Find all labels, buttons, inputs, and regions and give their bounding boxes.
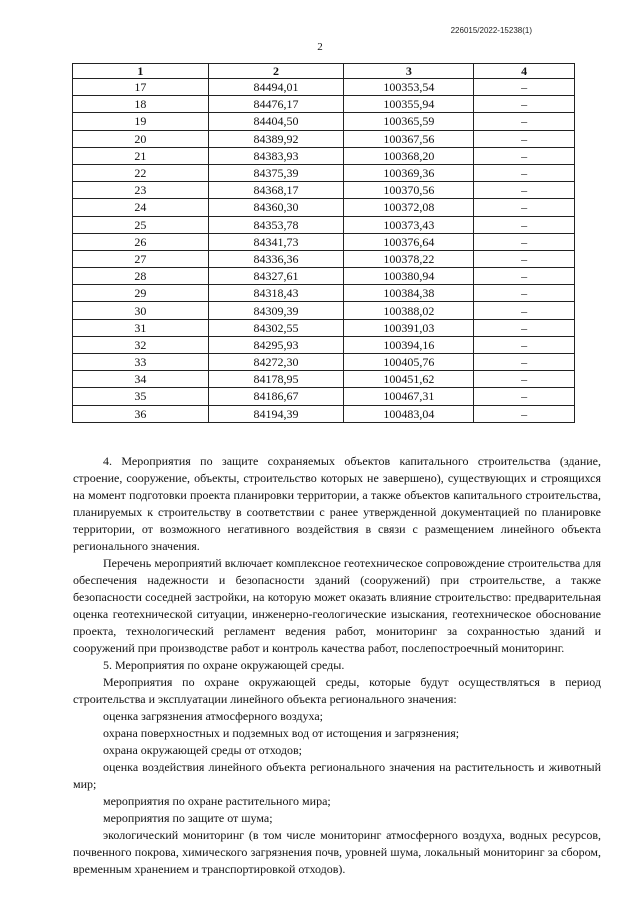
table-cell: 84383,93 bbox=[208, 147, 344, 164]
page-number: 2 bbox=[317, 41, 323, 53]
table-cell: 100394,16 bbox=[344, 336, 474, 353]
table-cell: – bbox=[474, 113, 575, 130]
paragraph-5-heading: 5. Мероприятия по охране окружающей среды. bbox=[103, 658, 345, 672]
table-cell: – bbox=[474, 182, 575, 199]
table-cell: 84194,39 bbox=[208, 405, 344, 422]
table-cell: – bbox=[474, 336, 575, 353]
table-cell: 22 bbox=[73, 164, 209, 181]
table-cell: 84272,30 bbox=[208, 354, 344, 371]
table-cell: 84336,36 bbox=[208, 250, 344, 267]
table-cell: 23 bbox=[73, 182, 209, 199]
paragraph-4-list: Перечень мероприятий включает комплексное геотехническое сопровождение строительства для обеспечения надежности и безопасности зданий (сооружений) при строительстве, а также безопасности соседней застройки, на которую может оказать влияние строительство: предварительная оценка геотехнической ситуации, инженерно-геологические изыскания, геотехническое обоснование проекта, технологический регламент ведения работ, мониторинг за сохранностью зданий и сооружений при производстве работ и контроль качества работ, послепостроечный мониторинг. bbox=[73, 556, 601, 655]
table-cell: 100378,22 bbox=[344, 250, 474, 267]
table-cell: 84360,30 bbox=[208, 199, 344, 216]
table-cell: 35 bbox=[73, 388, 209, 405]
table-cell: 84178,95 bbox=[208, 371, 344, 388]
table-row bbox=[73, 147, 575, 164]
table-cell: 21 bbox=[73, 147, 209, 164]
document-id: 226015/2022-15238(1) bbox=[450, 26, 532, 35]
table-cell: 100370,56 bbox=[344, 182, 474, 199]
table-row bbox=[73, 388, 575, 405]
table-row bbox=[73, 336, 575, 353]
table-cell: 100451,62 bbox=[344, 371, 474, 388]
table-cell: 100376,64 bbox=[344, 233, 474, 250]
table-cell: 100380,94 bbox=[344, 268, 474, 285]
table-cell: 84404,50 bbox=[208, 113, 344, 130]
table-row bbox=[73, 285, 575, 302]
table-cell: 100388,02 bbox=[344, 302, 474, 319]
list-item: мероприятия по охране растительного мира; bbox=[103, 794, 331, 808]
table-row bbox=[73, 199, 575, 216]
list-item: охрана окружающей среды от отходов; bbox=[103, 743, 302, 757]
table-cell: – bbox=[474, 268, 575, 285]
table-row bbox=[73, 233, 575, 250]
table-cell: – bbox=[474, 371, 575, 388]
table-cell: – bbox=[474, 233, 575, 250]
list-item: оценка загрязнения атмосферного воздуха; bbox=[103, 709, 323, 723]
table-cell: 25 bbox=[73, 216, 209, 233]
table-cell: 19 bbox=[73, 113, 209, 130]
table-cell: 31 bbox=[73, 319, 209, 336]
table-cell: – bbox=[474, 147, 575, 164]
table-row bbox=[73, 319, 575, 336]
table-cell: – bbox=[474, 388, 575, 405]
table-row bbox=[73, 182, 575, 199]
table-cell: 34 bbox=[73, 371, 209, 388]
column-header: 1 bbox=[73, 64, 209, 79]
table-cell: – bbox=[474, 96, 575, 113]
table-cell: – bbox=[474, 250, 575, 267]
table-cell: 100369,36 bbox=[344, 164, 474, 181]
table-cell: 100467,31 bbox=[344, 388, 474, 405]
table-cell: 84295,93 bbox=[208, 336, 344, 353]
table-cell: 84318,43 bbox=[208, 285, 344, 302]
table-row bbox=[73, 113, 575, 130]
table-cell: 28 bbox=[73, 268, 209, 285]
table-row bbox=[73, 130, 575, 147]
paragraph-4: 4. Мероприятия по защите сохраняемых объектов капитального строительства (здание, строение, сооружение, объекты, строительство которых не завершено), существующих и строящихся на момент подготовки проекта планировки территории, а также объектов капитального строительства, планируемых к строительству в соответствии с ранее утвержденной документацией по планировке территории, от возможного негативного воздействия в связи с размещением линейного объекта регионального значения. bbox=[73, 454, 601, 553]
table-row bbox=[73, 96, 575, 113]
table-cell: 27 bbox=[73, 250, 209, 267]
list-item: оценка воздействия линейного объекта регионального значения на растительность и животный мир; bbox=[73, 760, 601, 791]
table-cell: – bbox=[474, 199, 575, 216]
table-cell: 100353,54 bbox=[344, 79, 474, 96]
table-cell: 18 bbox=[73, 96, 209, 113]
table-cell: – bbox=[474, 319, 575, 336]
list-item: охрана поверхностных и подземных вод от истощения и загрязнения; bbox=[103, 726, 460, 740]
table-cell: 84309,39 bbox=[208, 302, 344, 319]
table-cell: 33 bbox=[73, 354, 209, 371]
table-row bbox=[73, 405, 575, 422]
table-cell: 84476,17 bbox=[208, 96, 344, 113]
table-cell: 84341,73 bbox=[208, 233, 344, 250]
table-cell: 84368,17 bbox=[208, 182, 344, 199]
list-item: экологический мониторинг (в том числе мониторинг атмосферного воздуха, водных ресурсов, почвенного покрова, химического загрязнения почв, уровней шума, локальный мониторинг за сбором, временным хранением и транспортировкой отходов). bbox=[73, 828, 601, 876]
coordinates-table bbox=[72, 63, 575, 423]
table-cell: 84186,67 bbox=[208, 388, 344, 405]
table-row bbox=[73, 302, 575, 319]
table-cell: 100368,20 bbox=[344, 147, 474, 164]
table-cell: 84327,61 bbox=[208, 268, 344, 285]
table-body bbox=[73, 79, 575, 423]
table-cell: 29 bbox=[73, 285, 209, 302]
table-cell: – bbox=[474, 302, 575, 319]
table-row bbox=[73, 164, 575, 181]
table-row bbox=[73, 216, 575, 233]
column-header: 4 bbox=[474, 64, 575, 79]
table-cell: – bbox=[474, 354, 575, 371]
table-cell: 100367,56 bbox=[344, 130, 474, 147]
table-cell: 84302,55 bbox=[208, 319, 344, 336]
table-cell: 100355,94 bbox=[344, 96, 474, 113]
column-header: 2 bbox=[208, 64, 344, 79]
table-cell: 100373,43 bbox=[344, 216, 474, 233]
table-cell: 100372,08 bbox=[344, 199, 474, 216]
table-cell: 100405,76 bbox=[344, 354, 474, 371]
table-cell: – bbox=[474, 405, 575, 422]
table-cell: 84494,01 bbox=[208, 79, 344, 96]
table-cell: – bbox=[474, 130, 575, 147]
document-body bbox=[73, 453, 601, 878]
table-cell: 84353,78 bbox=[208, 216, 344, 233]
table-header-row bbox=[73, 64, 575, 79]
table-cell: – bbox=[474, 216, 575, 233]
table-cell: 84375,39 bbox=[208, 164, 344, 181]
table-cell: 32 bbox=[73, 336, 209, 353]
list-item: мероприятия по защите от шума; bbox=[103, 811, 273, 825]
table-row bbox=[73, 371, 575, 388]
paragraph-5-intro: Мероприятия по охране окружающей среды, которые будут осуществляться в период строительства и эксплуатации линейного объекта регионального значения: bbox=[73, 675, 601, 706]
table-cell: 36 bbox=[73, 405, 209, 422]
table-cell: 30 bbox=[73, 302, 209, 319]
table-cell: 100483,04 bbox=[344, 405, 474, 422]
table-cell: 17 bbox=[73, 79, 209, 96]
table-cell: 26 bbox=[73, 233, 209, 250]
table-cell: 84389,92 bbox=[208, 130, 344, 147]
column-header: 3 bbox=[344, 64, 474, 79]
table-cell: 20 bbox=[73, 130, 209, 147]
table-row bbox=[73, 268, 575, 285]
table-row bbox=[73, 79, 575, 96]
table-cell: – bbox=[474, 164, 575, 181]
table-cell: – bbox=[474, 79, 575, 96]
table-row bbox=[73, 354, 575, 371]
table-row bbox=[73, 250, 575, 267]
table-cell: 100384,38 bbox=[344, 285, 474, 302]
table-cell: 24 bbox=[73, 199, 209, 216]
table-cell: 100365,59 bbox=[344, 113, 474, 130]
table-cell: 100391,03 bbox=[344, 319, 474, 336]
table-cell: – bbox=[474, 285, 575, 302]
